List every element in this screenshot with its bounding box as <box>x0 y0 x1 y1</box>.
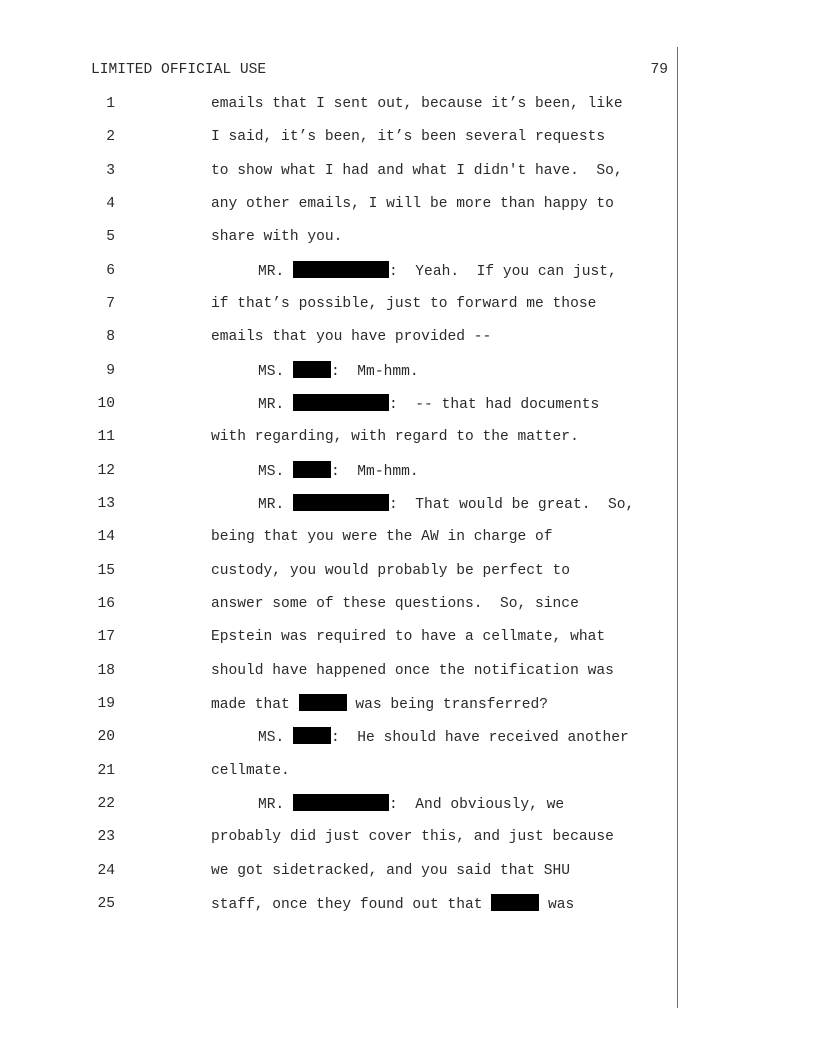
line-text <box>211 894 574 915</box>
line-number: 14 <box>97 529 115 545</box>
redaction-block <box>293 261 389 278</box>
line-number: 16 <box>97 596 115 612</box>
transcript-line-6 <box>0 261 676 281</box>
line-text-continued: was <box>539 897 575 913</box>
line-number: 7 <box>106 296 115 312</box>
line-number: 10 <box>97 396 115 412</box>
line-number: 24 <box>97 863 115 879</box>
line-number: 11 <box>97 429 115 445</box>
transcript-line-4 <box>0 194 676 214</box>
line-text: should have happened once the notification was <box>211 663 614 679</box>
transcript-line-3 <box>0 161 676 181</box>
line-number: 12 <box>97 463 115 479</box>
speaker-title: MR. <box>258 397 294 413</box>
transcript-line-10 <box>0 394 676 414</box>
line-text-start: staff, once they found out that <box>211 897 492 913</box>
line-text <box>258 794 564 815</box>
line-text-continued: : And obviously, we <box>389 797 565 813</box>
line-text <box>258 361 419 382</box>
line-number: 15 <box>97 563 115 579</box>
line-text: share with you. <box>211 229 343 245</box>
transcript-line-23 <box>0 827 676 847</box>
line-text-continued: : He should have received another <box>331 730 629 746</box>
line-text: if that’s possible, just to forward me those <box>211 296 597 312</box>
right-margin-rule <box>677 47 678 1008</box>
line-number: 1 <box>106 96 115 112</box>
redaction-block <box>491 894 539 911</box>
transcript-line-11 <box>0 427 676 447</box>
line-number: 22 <box>97 796 115 812</box>
line-text-continued: : Mm-hmm. <box>331 364 419 380</box>
transcript-line-9 <box>0 361 676 381</box>
line-text-continued: : Mm-hmm. <box>331 464 419 480</box>
transcript-line-1 <box>0 94 676 114</box>
line-text-continued: : That would be great. So, <box>389 497 635 513</box>
transcript-line-7 <box>0 294 676 314</box>
transcript-line-18 <box>0 661 676 681</box>
redaction-block <box>299 694 347 711</box>
line-text: to show what I had and what I didn't have. So, <box>211 163 623 179</box>
line-number: 9 <box>106 363 115 379</box>
speaker-title: MR. <box>258 497 294 513</box>
transcript-line-16 <box>0 594 676 614</box>
transcript-line-13 <box>0 494 676 514</box>
line-number: 6 <box>106 263 115 279</box>
line-number: 17 <box>97 629 115 645</box>
line-number: 3 <box>106 163 115 179</box>
transcript-line-19 <box>0 694 676 714</box>
line-text: emails that I sent out, because it’s been, like <box>211 96 623 112</box>
line-number: 5 <box>106 229 115 245</box>
line-text <box>258 394 599 415</box>
line-text-continued: was being transferred? <box>346 697 549 713</box>
line-number: 20 <box>97 729 115 745</box>
transcript-line-14 <box>0 527 676 547</box>
redaction-block <box>293 727 331 744</box>
line-text: being that you were the AW in charge of <box>211 529 553 545</box>
line-text: with regarding, with regard to the matter. <box>211 429 579 445</box>
line-text: custody, you would probably be perfect to <box>211 563 571 579</box>
classification-header: LIMITED OFFICIAL USE <box>91 62 267 78</box>
line-text <box>258 727 629 748</box>
line-text-start: made that <box>211 697 299 713</box>
page-number: 79 <box>650 62 668 78</box>
speaker-title: MS. <box>258 464 294 480</box>
line-number: 21 <box>97 763 115 779</box>
redaction-block <box>293 394 389 411</box>
line-text: Epstein was required to have a cellmate, what <box>211 629 606 645</box>
line-text: I said, it’s been, it’s been several requests <box>211 129 606 145</box>
redaction-block <box>293 461 331 478</box>
line-number: 23 <box>97 829 115 845</box>
line-text <box>258 494 634 515</box>
speaker-title: MS. <box>258 730 294 746</box>
transcript-line-17 <box>0 627 676 647</box>
line-text: probably did just cover this, and just because <box>211 829 614 845</box>
speaker-title: MR. <box>258 264 294 280</box>
line-number: 13 <box>97 496 115 512</box>
transcript-line-24 <box>0 861 676 881</box>
line-number: 8 <box>106 329 115 345</box>
line-text-continued: : -- that had documents <box>389 397 600 413</box>
speaker-title: MR. <box>258 797 294 813</box>
transcript-line-8 <box>0 327 676 347</box>
transcript-line-2 <box>0 127 676 147</box>
transcript-line-12 <box>0 461 676 481</box>
line-text <box>211 694 548 715</box>
line-number: 2 <box>106 129 115 145</box>
transcript-line-22 <box>0 794 676 814</box>
transcript-line-21 <box>0 761 676 781</box>
line-number: 25 <box>97 896 115 912</box>
line-number: 19 <box>97 696 115 712</box>
line-text: answer some of these questions. So, since <box>211 596 579 612</box>
line-text: any other emails, I will be more than happy to <box>211 196 614 212</box>
line-text: emails that you have provided -- <box>211 329 492 345</box>
line-text <box>258 461 419 482</box>
line-number: 18 <box>97 663 115 679</box>
transcript-line-20 <box>0 727 676 747</box>
line-text-continued: : Yeah. If you can just, <box>389 264 617 280</box>
line-text: we got sidetracked, and you said that SHU <box>211 863 571 879</box>
transcript-line-15 <box>0 561 676 581</box>
redaction-block <box>293 494 389 511</box>
transcript-line-5 <box>0 227 676 247</box>
line-text: cellmate. <box>211 763 290 779</box>
transcript-line-25 <box>0 894 676 914</box>
line-number: 4 <box>106 196 115 212</box>
line-text <box>258 261 617 282</box>
redaction-block <box>293 361 331 378</box>
speaker-title: MS. <box>258 364 294 380</box>
redaction-block <box>293 794 389 811</box>
